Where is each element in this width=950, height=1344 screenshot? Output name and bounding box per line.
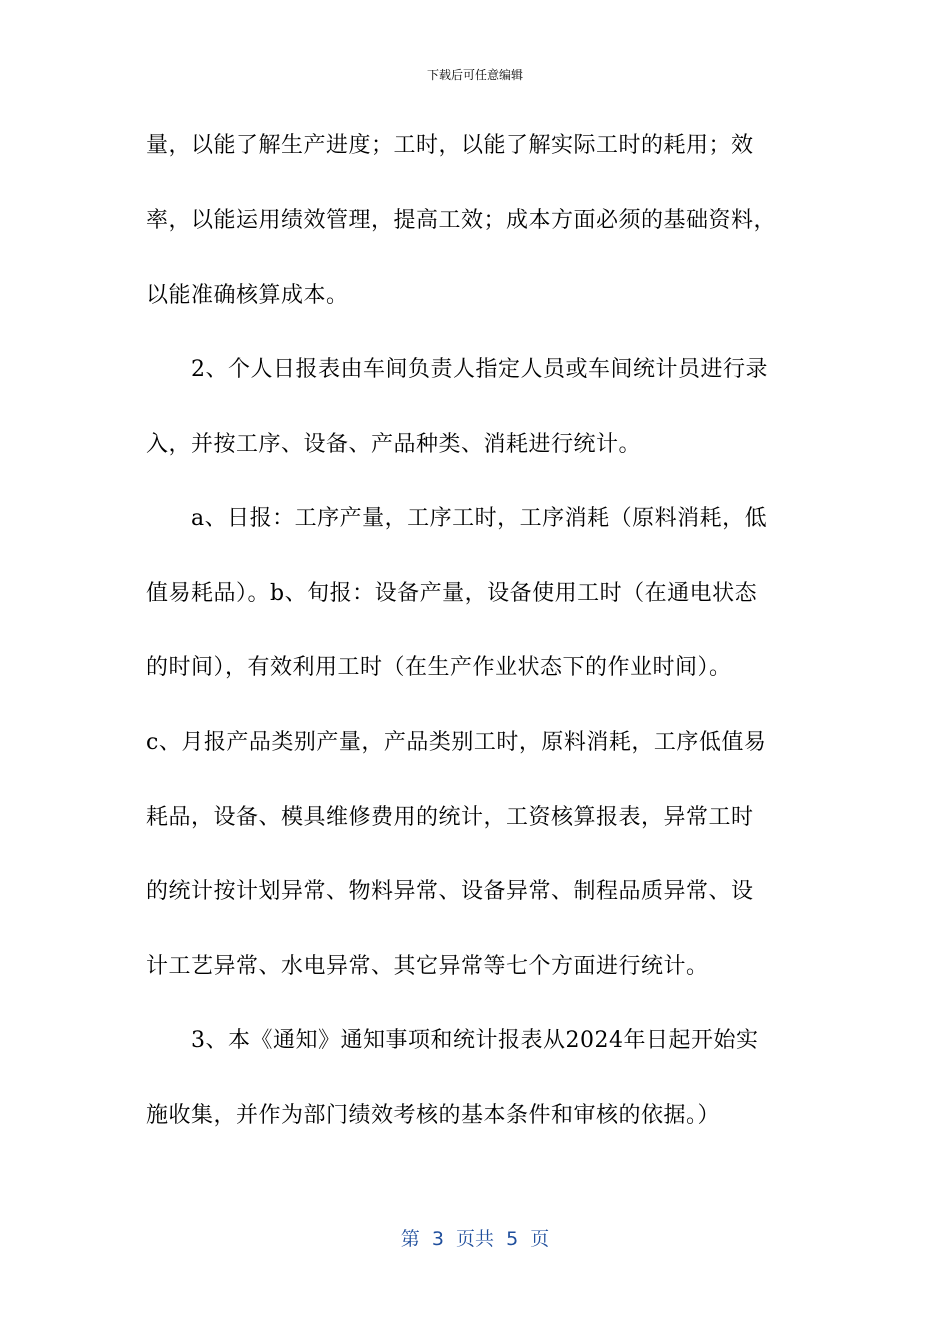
body-line: 3、本《通知》通知事项和统计报表从2024年日起开始实	[191, 1028, 759, 1053]
body-line: 以能准确核算成本。	[146, 283, 349, 308]
body-line: 值易耗品）。b、旬报：设备产量，设备使用工时（在通电状态	[146, 581, 758, 606]
body-line: 入，并按工序、设备、产品种类、消耗进行统计。	[146, 432, 642, 457]
body-line: 的时间），有效利用工时（在生产作业状态下的作业时间）。	[146, 655, 732, 680]
body-line: c、月报产品类别产量，产品类别工时，原料消耗，工序低值易	[146, 730, 767, 755]
body-line: a、日报：工序产量，工序工时，工序消耗（原料消耗，低	[191, 506, 768, 531]
body-line: 2、个人日报表由车间负责人指定人员或车间统计员进行录	[191, 357, 768, 382]
header-note: 下载后可任意编辑	[426, 68, 523, 82]
page-number: 第 3 页共 5 页	[400, 1228, 550, 1250]
body-line: 施收集，并作为部门绩效考核的基本条件和审核的依据。）	[146, 1103, 721, 1128]
body-line: 率，以能运用绩效管理，提高工效；成本方面必须的基础资料，	[146, 208, 777, 233]
body-line: 计工艺异常、水电异常、其它异常等七个方面进行统计。	[146, 954, 709, 979]
body-line: 量，以能了解生产进度；工时，以能了解实际工时的耗用；效	[146, 133, 754, 158]
body-line: 耗品，设备、模具维修费用的统计，工资核算报表，异常工时	[146, 805, 754, 830]
body-line: 的统计按计划异常、物料异常、设备异常、制程品质异常、设	[146, 879, 754, 904]
